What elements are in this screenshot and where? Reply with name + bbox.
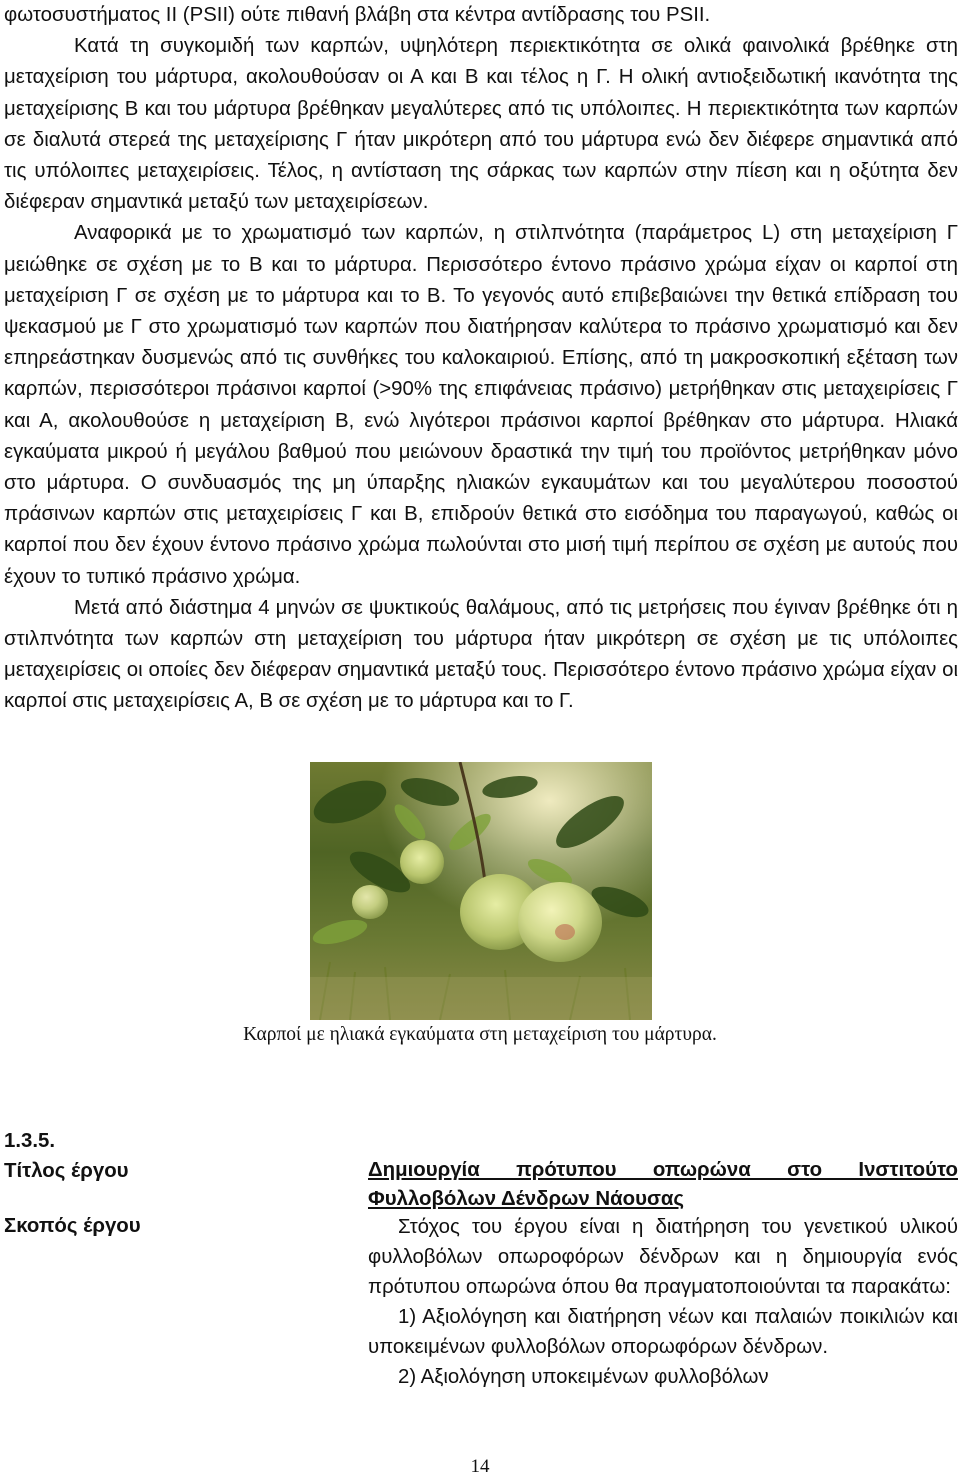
goal-item-1: 1) Αξιολόγηση και διατήρηση νέων και παλαιών ποικιλιών και υποκειμένων φυλλοβόλων οπορωφόρων δένδρων. <box>368 1306 958 1358</box>
goal-label: Σκοπός έργου <box>4 1215 141 1237</box>
project-title-text: Δημιουργία πρότυπου οπωρώνα στο Ινστιτούτο Φυλλοβόλων Δένδρων Νάουσας <box>368 1159 958 1210</box>
apple-photo <box>310 762 652 1020</box>
section-number: 1.3.5. <box>4 1130 56 1152</box>
paragraph-3: Αναφορικά με το χρωματισμό των καρπών, η στιλπνότητα (παράμετρος L) στη μεταχείριση Γ μειώθηκε σε σχέση με το Β και το μάρτυρα. Περισσότερο έντονο πράσινο χρώμα είχαν οι καρποί στη μεταχείριση Γ σε σχέση με το μάρτυρα και το Β. Το γεγονός αυτό επιβεβαιώνει την θετικά επίδραση του ψεκασμού με Γ στο χρωματισμό των καρπών που διατήρησαν καλύτερα το πράσινο χρωματισμό και δεν επηρεάστηκαν δυσμενώς από τις συνθήκες του καλοκαιριού. Επίσης, από τη μακροσκοπική εξέταση των καρπών, περισσότεροι πράσινοι καρποί (>90% της επιφάνειας πράσινο) μετρήθηκαν στις μεταχειρίσεις Γ και Α, ακολουθούσε η μεταχείριση Β, ενώ λιγότεροι πράσινοι καρποί βρέθηκαν στο μάρτυρα. Ηλιακά εγκαύματα μικρού ή μεγάλου βαθμού που μειώνουν δραστικά την τιμή του προϊόντος μετρήθηκαν μόνο στο μάρτυρα. Ο συνδυασμός της μη ύπαρξης ηλιακών εγκαυμάτων και του μεγαλύτερου ποσοστού πράσινων καρπών στις μεταχειρίσεις Γ και Β, επιδρούν θετικά στο εισόδημα του παραγωγού, καθώς οι καρποί που δεν έχουν έντονο πράσινο χρώμα πωλούνται στο μισή τιμή περίπου σε σχέση με αυτούς που έχουν το τυπικό πράσινο χρώμα. <box>4 222 958 588</box>
goal-intro: Στόχος του έργου είναι η διατήρηση του γενετικού υλικού φυλλοβόλων οπωροφόρων δένδρων και η δημιουργία ενός πρότυπου οπωρώνα όπου θα πραγματοποιούνται τα παρακάτω: <box>368 1216 958 1298</box>
apple-photo-image <box>310 762 652 1020</box>
title-label: Τίτλος έργου <box>4 1160 129 1182</box>
paragraph-4: Μετά από διάστημα 4 μηνών σε ψυκτικούς θαλάμους, από τις μετρήσεις που έγιναν βρέθηκε ότι η στιλπνότητα των καρπών στη μεταχείριση του μάρτυρα ήταν μικρότερη σε σχέση με τις υπόλοιπες μεταχειρίσεις οι οποίες δεν διέφεραν σημαντικά μεταξύ τους. Περισσότερο έντονο πράσινο χρώμα είχαν οι καρποί στις μεταχειρίσεις Α, Β σε σχέση με το μάρτυρα και το Γ. <box>4 596 958 713</box>
paragraph-1: φωτοσυστήματος ΙΙ (PSII) ούτε πιθανή βλάβη στα κέντρα αντίδρασης του PSII. <box>4 4 711 26</box>
goal-text <box>368 1212 958 1392</box>
goal-item-2: 2) Αξιολόγηση υποκειμένων φυλλοβόλων <box>398 1366 769 1388</box>
page-number: 14 <box>470 1456 490 1477</box>
project-title <box>368 1156 958 1214</box>
figure-caption: Καρποί με ηλιακά εγκαύματα στη μεταχείριση του μάρτυρα. <box>243 1024 717 1045</box>
paragraph-2: Κατά τη συγκομιδή των καρπών, υψηλότερη περιεκτικότητα σε ολικά φαινολικά βρέθηκε στη μεταχείριση του μάρτυρα, ακολουθούσαν οι Α και Β και τέλος η Γ. Η ολική αντιοξειδωτική ικανότητα της μεταχείρισης Β και του μάρτυρα βρέθηκαν μεγαλύτερες από τις υπόλοιπες. Η περιεκτικότητα των καρπών σε διαλυτά στερεά της μεταχείρισης Γ ήταν μικρότερη από του μάρτυρα ενώ δεν διέφερε σημαντικά από τις υπόλοιπες μεταχειρίσεις. Τέλος, η αντίσταση της σάρκας των καρπών στην πίεση και η οξύτητα δεν διέφεραν σημαντικά μεταξύ των μεταχειρίσεων. <box>4 35 958 214</box>
body-text <box>4 0 958 718</box>
